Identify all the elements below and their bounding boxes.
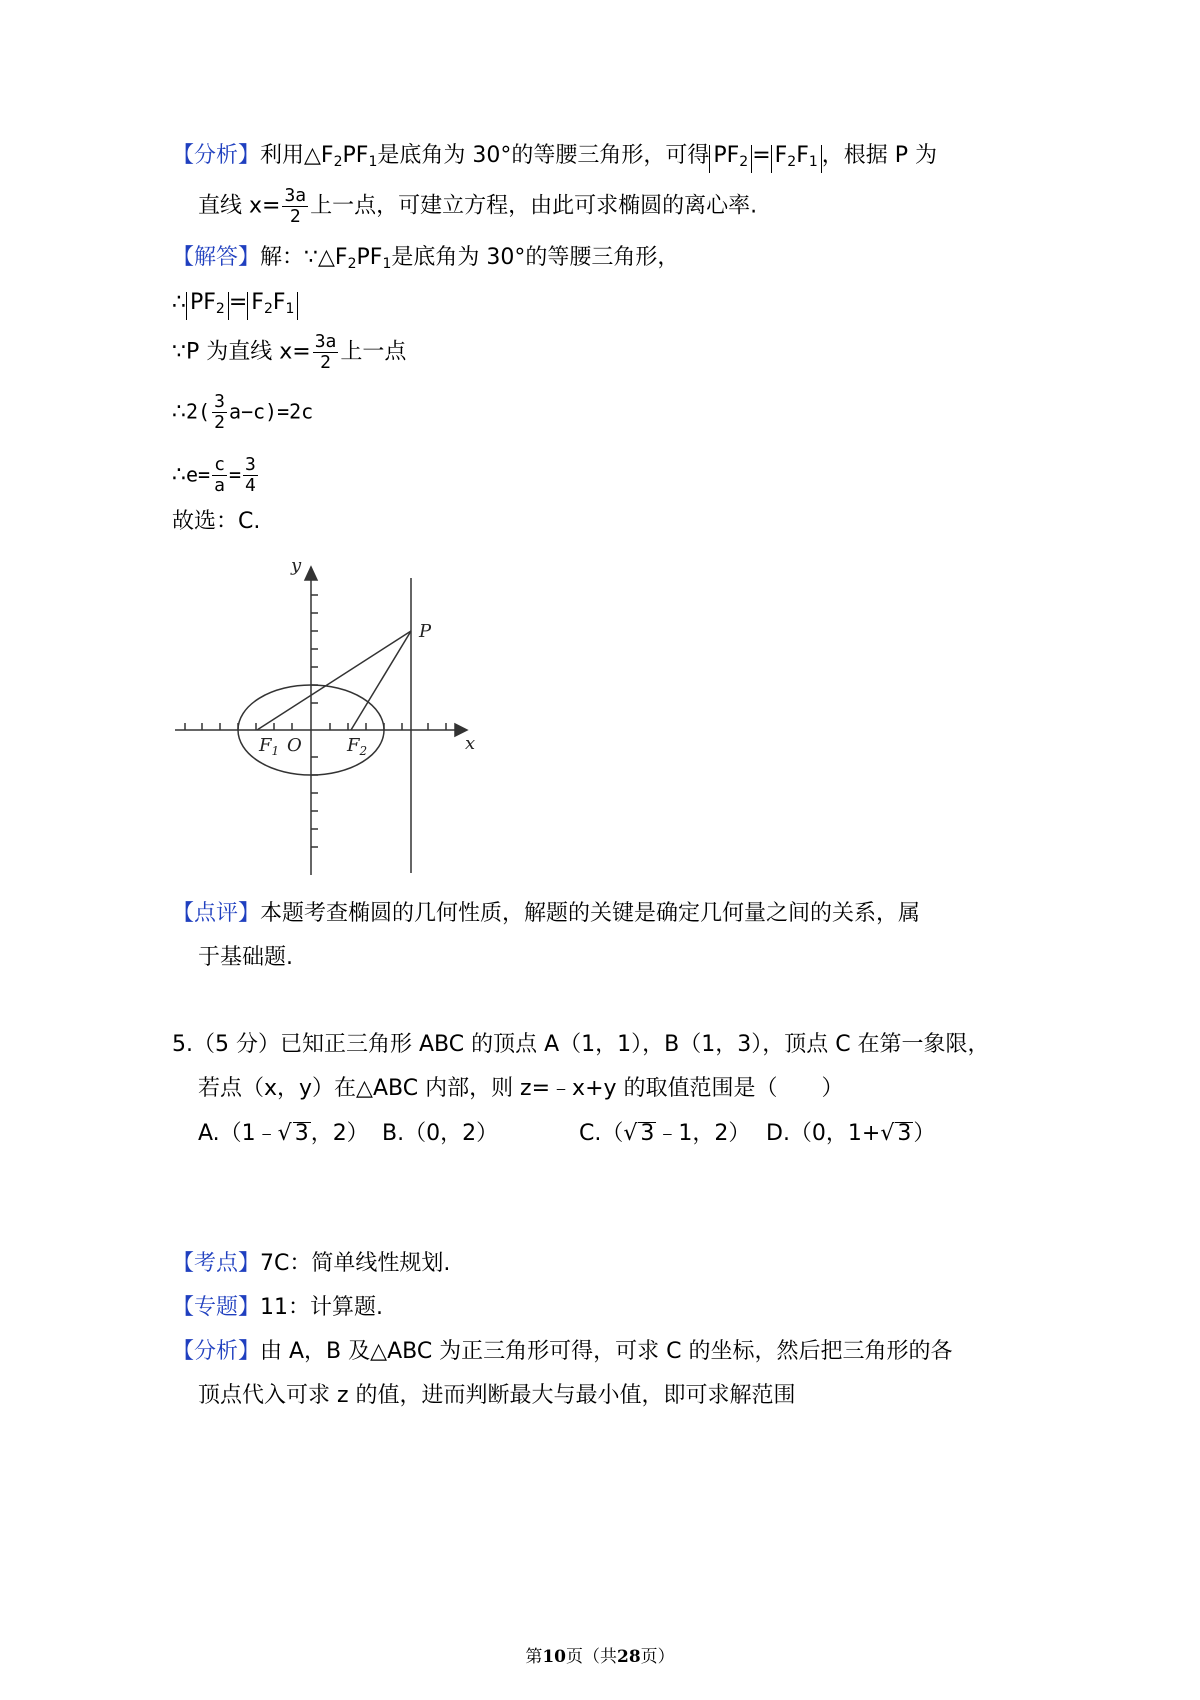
equals: = xyxy=(752,143,771,168)
kaodian-line xyxy=(172,1248,450,1280)
origin-label: O xyxy=(287,735,302,756)
sqrt-icon: √ xyxy=(880,1121,895,1146)
equals: = xyxy=(228,290,248,315)
text: C.（ xyxy=(579,1121,624,1146)
equation-text: a−c)=2c xyxy=(228,399,314,424)
text: PF xyxy=(356,245,383,270)
f2-label xyxy=(346,735,367,758)
subscript: 1 xyxy=(382,256,392,272)
text: F xyxy=(774,143,788,168)
denominator: 2 xyxy=(214,412,225,433)
f1-letter: F xyxy=(259,735,272,756)
f1-label xyxy=(258,735,279,758)
subscript: 2 xyxy=(215,301,225,317)
numerator: 3 xyxy=(244,454,256,475)
option-b[interactable] xyxy=(382,1118,498,1150)
subscript: 1 xyxy=(285,301,295,317)
option-c[interactable] xyxy=(579,1118,750,1150)
subscript: 1 xyxy=(808,154,818,170)
numerator: c xyxy=(214,454,225,475)
option-a[interactable] xyxy=(198,1118,369,1150)
text: 利用△F xyxy=(260,143,334,168)
abs-f2f1 xyxy=(247,292,298,320)
analysis2-line-2 xyxy=(198,1380,796,1412)
radicand: 3 xyxy=(897,1121,912,1146)
answer-line-2 xyxy=(172,287,298,320)
text: ﹣1，2） xyxy=(656,1121,751,1146)
abs-f2f1 xyxy=(771,145,822,173)
analysis-tag: 【分析】 xyxy=(172,143,261,168)
analysis-line-2 xyxy=(198,186,757,227)
radicand: 3 xyxy=(294,1121,309,1146)
f2-letter: F xyxy=(347,735,360,756)
fraction-3a-over-2 xyxy=(313,332,339,373)
equation-text: e= xyxy=(186,462,211,487)
text: 11：计算题. xyxy=(260,1295,384,1320)
fraction-3a-over-2 xyxy=(282,186,308,227)
subscript: 2 xyxy=(739,154,749,170)
numerator: 3 xyxy=(214,391,225,412)
therefore: ∴ xyxy=(172,462,186,488)
sqrt-icon: √ xyxy=(623,1121,638,1146)
question-5-line-1 xyxy=(172,1029,990,1061)
text: ，根据 P 为 xyxy=(821,143,938,168)
subscript: 1 xyxy=(368,154,378,170)
f1-subscript: 1 xyxy=(271,744,280,758)
numerator: 3a xyxy=(314,331,337,352)
fraction-c-over-a xyxy=(212,455,227,496)
footer-text: 页（共 xyxy=(566,1647,617,1667)
text: A.（1﹣ xyxy=(198,1121,278,1146)
answer-line-4 xyxy=(172,392,313,433)
denominator: 2 xyxy=(320,352,331,373)
point-p-label: P xyxy=(419,621,432,642)
analysis-line-1 xyxy=(172,140,937,178)
text: ，2） xyxy=(310,1121,369,1146)
answer-line-1 xyxy=(172,242,679,280)
text: F xyxy=(796,143,809,168)
text: PF xyxy=(713,143,740,168)
text: ） xyxy=(913,1121,936,1146)
y-ticks xyxy=(311,595,318,847)
text: PF xyxy=(190,290,216,315)
x-axis-label: x xyxy=(465,733,476,754)
question-text: 若点（x，y）在△ABC 内部，则 z=﹣x+y 的取值范围是（ ） xyxy=(198,1076,844,1101)
radicand: 3 xyxy=(640,1121,655,1146)
analysis2-line-1 xyxy=(172,1336,953,1368)
text: 直线 x= xyxy=(198,193,281,219)
text: 本题考查椭圆的几何性质，解题的关键是确定几何量之间的关系，属 xyxy=(260,901,921,926)
denominator: a xyxy=(214,475,225,496)
segment-f1-p xyxy=(257,631,411,730)
text: 上一点 xyxy=(340,339,407,365)
option-d[interactable] xyxy=(766,1118,935,1150)
answer-line-5 xyxy=(172,455,260,496)
ellipse-diagram xyxy=(175,553,495,883)
text: 由 A，B 及△ABC 为正三角形可得，可求 C 的坐标，然后把三角形的各 xyxy=(260,1339,953,1364)
text: F xyxy=(272,290,286,315)
text: 是底角为 30°的等腰三角形， xyxy=(391,245,680,270)
y-axis-arrow xyxy=(305,567,317,580)
y-axis-label: y xyxy=(291,555,302,576)
question-5-line-2 xyxy=(198,1073,844,1105)
text: F xyxy=(251,290,264,315)
therefore: ∴ xyxy=(172,290,186,315)
x-ticks xyxy=(185,723,446,730)
text: 于基础题. xyxy=(198,945,293,970)
page-total: 28 xyxy=(617,1647,641,1667)
text: PF xyxy=(342,143,369,168)
abs-pf2 xyxy=(186,292,229,320)
text: 故选：C. xyxy=(172,509,261,534)
subscript: 2 xyxy=(787,154,797,170)
question-text: 5.（5 分）已知正三角形 ABC 的顶点 A（1，1），B（1，3），顶点 C 在第一象限， xyxy=(172,1032,990,1057)
denominator: 2 xyxy=(289,206,301,227)
subscript: 2 xyxy=(333,154,343,170)
page-number: 10 xyxy=(542,1647,566,1667)
answer-line-6 xyxy=(172,506,260,538)
fraction-3-over-2 xyxy=(212,392,227,433)
text: 顶点代入可求 z 的值，进而判断最大与最小值，即可求解范围 xyxy=(198,1383,796,1408)
comment-tag: 【点评】 xyxy=(172,901,261,926)
subscript: 2 xyxy=(347,256,357,272)
comment-line-1 xyxy=(172,898,920,930)
text: 解：∵△F xyxy=(260,245,348,270)
sqrt-icon: √ xyxy=(277,1121,292,1146)
footer-text: 第 xyxy=(525,1647,543,1667)
equation-text: 2( xyxy=(186,399,211,424)
analysis2-tag: 【分析】 xyxy=(172,1339,261,1364)
zhuanti-line xyxy=(172,1292,383,1324)
text: 是底角为 30°的等腰三角形，可得 xyxy=(377,143,710,168)
text: ∵P 为直线 x= xyxy=(172,339,311,365)
text: D.（0，1+ xyxy=(766,1121,881,1146)
numerator: 3a xyxy=(284,185,307,206)
f2-subscript: 2 xyxy=(359,744,368,758)
denominator: 4 xyxy=(244,475,256,496)
subscript: 2 xyxy=(263,301,273,317)
fraction-3-over-4 xyxy=(243,455,258,496)
text: B.（0，2） xyxy=(382,1121,499,1146)
footer-text: 页） xyxy=(640,1647,675,1667)
text: 7C：简单线性规划. xyxy=(260,1251,451,1276)
zhuanti-tag: 【专题】 xyxy=(172,1295,261,1320)
answer-line-3 xyxy=(172,332,406,373)
therefore: ∴ xyxy=(172,399,186,425)
comment-line-2 xyxy=(198,942,293,974)
kaodian-tag: 【考点】 xyxy=(172,1251,261,1276)
answer-tag: 【解答】 xyxy=(172,245,261,270)
text: 上一点，可建立方程，由此可求椭圆的离心率. xyxy=(310,193,758,219)
equals: = xyxy=(228,462,241,487)
page-footer xyxy=(0,1642,1200,1667)
abs-pf2 xyxy=(709,145,752,173)
